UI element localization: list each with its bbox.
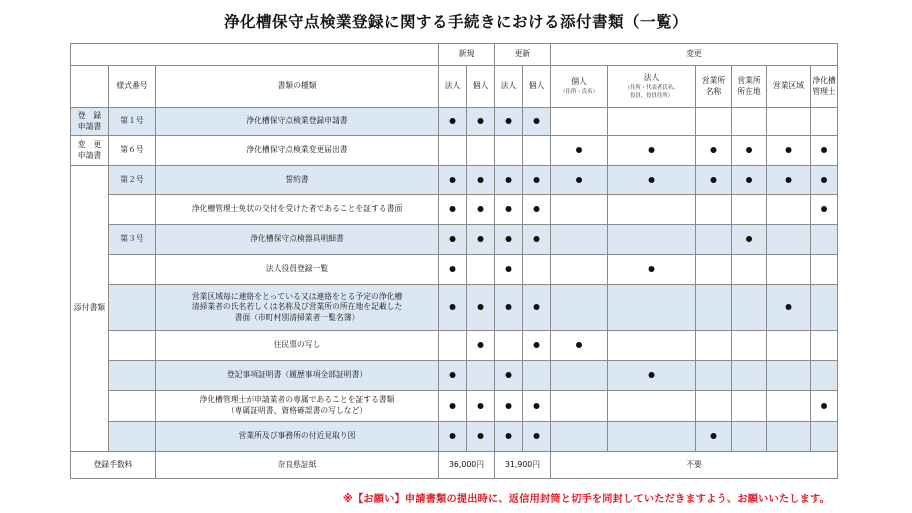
header-shurui: 書類の種類 xyxy=(156,66,439,108)
empty-cell xyxy=(732,361,767,391)
empty-cell xyxy=(551,225,608,255)
empty-cell xyxy=(696,285,732,331)
empty-cell xyxy=(467,136,495,166)
mark-cell: ● xyxy=(811,195,838,225)
mark-cell: ● xyxy=(551,136,608,166)
empty-cell xyxy=(767,331,811,361)
table-row xyxy=(71,195,838,225)
header-henkou-kojin-sub: （住所・氏名） xyxy=(560,88,598,95)
empty-cell xyxy=(732,285,767,331)
mark-cell: ● xyxy=(467,225,495,255)
empty-cell xyxy=(523,361,551,391)
mark-cell: ● xyxy=(551,166,608,195)
table-row xyxy=(71,166,838,195)
empty-cell xyxy=(523,136,551,166)
mark-cell: ● xyxy=(495,225,523,255)
header-henkou-houjin-sub-2: 役員、役員住所） xyxy=(629,92,674,99)
mark-cell: ● xyxy=(439,422,467,452)
document-name-line: （専属証明書、資格確認書の写しなど） xyxy=(226,406,368,415)
mark-cell: ● xyxy=(811,166,838,195)
empty-cell xyxy=(523,255,551,285)
mark-cell: ● xyxy=(608,136,696,166)
empty-cell xyxy=(732,391,767,422)
mark-cell: ● xyxy=(696,136,732,166)
mark-cell: ● xyxy=(439,391,467,422)
document-name: 誓約書 xyxy=(156,166,439,195)
mark-cell: ● xyxy=(467,391,495,422)
document-name: 登記事項証明書（履歴事項全部証明書） xyxy=(156,361,439,391)
table-row xyxy=(71,331,838,361)
fee-change: 不要 xyxy=(551,452,838,479)
form-number xyxy=(109,255,156,285)
mark-cell: ● xyxy=(732,136,767,166)
empty-cell xyxy=(551,285,608,331)
table-row xyxy=(71,422,838,452)
header-kanrishi-2: 管理士 xyxy=(812,86,836,96)
header-henkou: 変更 xyxy=(551,44,838,66)
fee-method: 奈良県証紙 xyxy=(156,452,439,479)
empty-cell xyxy=(608,391,696,422)
request-notice: ※【お願い】申請書類の提出時に、返信用封筒と切手を同封していただきますよう、お願いいたします。 xyxy=(342,494,830,505)
empty-cell xyxy=(608,225,696,255)
empty-cell xyxy=(551,108,608,136)
mark-cell: ● xyxy=(767,285,811,331)
mark-cell: ● xyxy=(495,255,523,285)
category-touroku-1: 登 録 xyxy=(77,110,102,120)
empty-cell xyxy=(439,136,467,166)
mark-cell: ● xyxy=(696,422,732,452)
mark-cell: ● xyxy=(523,422,551,452)
mark-cell: ● xyxy=(467,195,495,225)
empty-cell xyxy=(696,108,732,136)
header-eigyosho-shozaichi-1: 営業所 xyxy=(737,75,761,85)
mark-cell: ● xyxy=(811,136,838,166)
empty-cell xyxy=(439,331,467,361)
header-shinki-houjin: 法人 xyxy=(439,66,467,108)
document-name: 営業所及び事務所の付近見取り図 xyxy=(156,422,439,452)
empty-cell xyxy=(608,195,696,225)
attachments-table xyxy=(70,43,838,479)
mark-cell: ● xyxy=(495,361,523,391)
table-row xyxy=(71,391,838,422)
mark-cell: ● xyxy=(523,285,551,331)
empty-cell xyxy=(467,361,495,391)
category-tenpu: 添付書類 xyxy=(71,166,109,452)
header-kanrishi xyxy=(811,66,838,108)
header-henkou-houjin-label: 法人 xyxy=(643,73,660,83)
mark-cell: ● xyxy=(439,255,467,285)
empty-cell xyxy=(696,391,732,422)
empty-cell xyxy=(767,195,811,225)
form-number: 第１号 xyxy=(109,108,156,136)
form-number: 第２号 xyxy=(109,166,156,195)
mark-cell: ● xyxy=(495,422,523,452)
document-name: 法人役員登録一覧 xyxy=(156,255,439,285)
form-number xyxy=(109,391,156,422)
document-name-line: 浄化槽管理士が申請業者の専属であることを証する書類 xyxy=(199,395,395,405)
mark-cell: ● xyxy=(439,166,467,195)
empty-cell xyxy=(467,255,495,285)
empty-cell xyxy=(608,108,696,136)
fee-label: 登録手数料 xyxy=(71,452,156,479)
document-name: 浄化槽保守点検業登録申請書 xyxy=(156,108,439,136)
page-title: 浄化槽保守点検業登録に関する手続きにおける添付書類（一覧） xyxy=(223,13,688,31)
mark-cell: ● xyxy=(439,225,467,255)
empty-cell xyxy=(551,195,608,225)
empty-cell xyxy=(696,255,732,285)
mark-cell: ● xyxy=(523,225,551,255)
fee-renew-amount: 31,900円 xyxy=(495,452,551,479)
empty-cell xyxy=(732,255,767,285)
category-henkou xyxy=(71,136,109,166)
empty-cell xyxy=(608,285,696,331)
mark-cell: ● xyxy=(551,331,608,361)
document-name: 浄化槽保守点検器具明細書 xyxy=(156,225,439,255)
fee-new-amount: 36,000円 xyxy=(439,452,495,479)
empty-cell xyxy=(696,195,732,225)
mark-cell: ● xyxy=(608,166,696,195)
mark-cell: ● xyxy=(523,331,551,361)
header-koushin-houjin: 法人 xyxy=(495,66,523,108)
empty-cell xyxy=(811,255,838,285)
table-row xyxy=(71,255,838,285)
mark-cell: ● xyxy=(467,422,495,452)
empty-cell xyxy=(767,391,811,422)
empty-cell xyxy=(767,361,811,391)
document-name-line: 清掃業者の氏名若しくは名称及び営業所の所在地を記載した xyxy=(191,302,403,312)
empty-cell xyxy=(696,331,732,361)
empty-cell xyxy=(696,361,732,391)
header-henkou-kojin xyxy=(551,66,608,108)
header-eigyosho-meisho-1: 営業所 xyxy=(701,75,726,85)
mark-cell: ● xyxy=(439,285,467,331)
empty-cell xyxy=(732,331,767,361)
header-eigyosho-meisho-2: 名称 xyxy=(705,86,722,96)
table-row xyxy=(71,225,838,255)
empty-cell xyxy=(811,108,838,136)
category-touroku-2: 申請書 xyxy=(77,121,102,131)
category-henkou-2: 申請書 xyxy=(77,150,102,160)
empty-cell xyxy=(495,136,523,166)
empty-cell xyxy=(811,361,838,391)
form-number xyxy=(109,361,156,391)
header-eigyo-kuiki: 営業区域 xyxy=(767,66,811,108)
header-henkou-kojin-label: 個人 xyxy=(571,77,587,87)
table-row xyxy=(71,361,838,391)
empty-cell xyxy=(811,331,838,361)
empty-cell xyxy=(767,422,811,452)
empty-cell xyxy=(551,255,608,285)
mark-cell: ● xyxy=(467,108,495,136)
empty-cell xyxy=(811,285,838,331)
header-row-2 xyxy=(71,66,838,108)
mark-cell: ● xyxy=(467,331,495,361)
header-koushin-kojin: 個人 xyxy=(523,66,551,108)
mark-cell: ● xyxy=(523,195,551,225)
empty-cell xyxy=(732,195,767,225)
empty-cell xyxy=(495,331,523,361)
mark-cell: ● xyxy=(732,225,767,255)
document-name xyxy=(156,391,439,422)
mark-cell: ● xyxy=(467,166,495,195)
mark-cell: ● xyxy=(495,108,523,136)
document-name: 浄化槽管理士免状の交付を受けた者であることを証する書面 xyxy=(156,195,439,225)
mark-cell: ● xyxy=(767,136,811,166)
document-name: 住民票の写し xyxy=(156,331,439,361)
empty-cell xyxy=(608,331,696,361)
empty-cell xyxy=(551,391,608,422)
header-kanrishi-1: 浄化槽 xyxy=(812,75,836,85)
header-youshiki: 様式番号 xyxy=(109,66,156,108)
mark-cell: ● xyxy=(523,391,551,422)
table-row xyxy=(71,108,838,136)
mark-cell: ● xyxy=(439,361,467,391)
empty-cell xyxy=(811,225,838,255)
document-name xyxy=(156,285,439,331)
fee-row xyxy=(71,452,838,479)
header-eigyosho-shozaichi xyxy=(732,66,767,108)
category-touroku xyxy=(71,108,109,136)
table-row xyxy=(71,285,838,331)
mark-cell: ● xyxy=(767,166,811,195)
empty-cell xyxy=(696,225,732,255)
mark-cell: ● xyxy=(732,166,767,195)
empty-cell xyxy=(767,225,811,255)
mark-cell: ● xyxy=(608,361,696,391)
header-row-1 xyxy=(71,44,838,66)
header-shinki-kojin: 個人 xyxy=(467,66,495,108)
document-name-line: 書面（市町村別清掃業者一覧名簿） xyxy=(234,312,360,322)
mark-cell: ● xyxy=(495,195,523,225)
category-henkou-1: 変 更 xyxy=(77,139,102,149)
header-koushin: 更新 xyxy=(495,44,551,66)
mark-cell: ● xyxy=(495,285,523,331)
empty-cell xyxy=(767,255,811,285)
mark-cell: ● xyxy=(439,195,467,225)
form-number xyxy=(109,422,156,452)
mark-cell: ● xyxy=(495,166,523,195)
mark-cell: ● xyxy=(467,285,495,331)
mark-cell: ● xyxy=(696,166,732,195)
header-blank xyxy=(71,44,439,66)
mark-cell: ● xyxy=(495,391,523,422)
document-name-line: 営業区域毎に連絡をとっている又は連絡をとる予定の浄化槽 xyxy=(191,291,403,301)
empty-cell xyxy=(767,108,811,136)
empty-cell xyxy=(551,361,608,391)
form-number xyxy=(109,285,156,331)
header-henkou-houjin-sub-1: （住所・代表者氏名、 xyxy=(624,84,679,91)
form-number: 第３号 xyxy=(109,225,156,255)
header-category xyxy=(71,66,109,108)
document-name: 浄化槽保守点検業変更届出書 xyxy=(156,136,439,166)
empty-cell xyxy=(732,108,767,136)
form-number xyxy=(109,331,156,361)
empty-cell xyxy=(551,422,608,452)
header-eigyosho-meisho xyxy=(696,66,732,108)
form-number xyxy=(109,195,156,225)
empty-cell xyxy=(608,422,696,452)
mark-cell: ● xyxy=(439,108,467,136)
header-henkou-houjin xyxy=(608,66,696,108)
mark-cell: ● xyxy=(523,166,551,195)
header-shinki: 新規 xyxy=(439,44,495,66)
mark-cell: ● xyxy=(608,255,696,285)
mark-cell: ● xyxy=(523,108,551,136)
empty-cell xyxy=(811,422,838,452)
mark-cell: ● xyxy=(811,391,838,422)
header-eigyosho-shozaichi-2: 所在地 xyxy=(737,86,761,96)
table-row xyxy=(71,136,838,166)
form-number: 第６号 xyxy=(109,136,156,166)
empty-cell xyxy=(732,422,767,452)
